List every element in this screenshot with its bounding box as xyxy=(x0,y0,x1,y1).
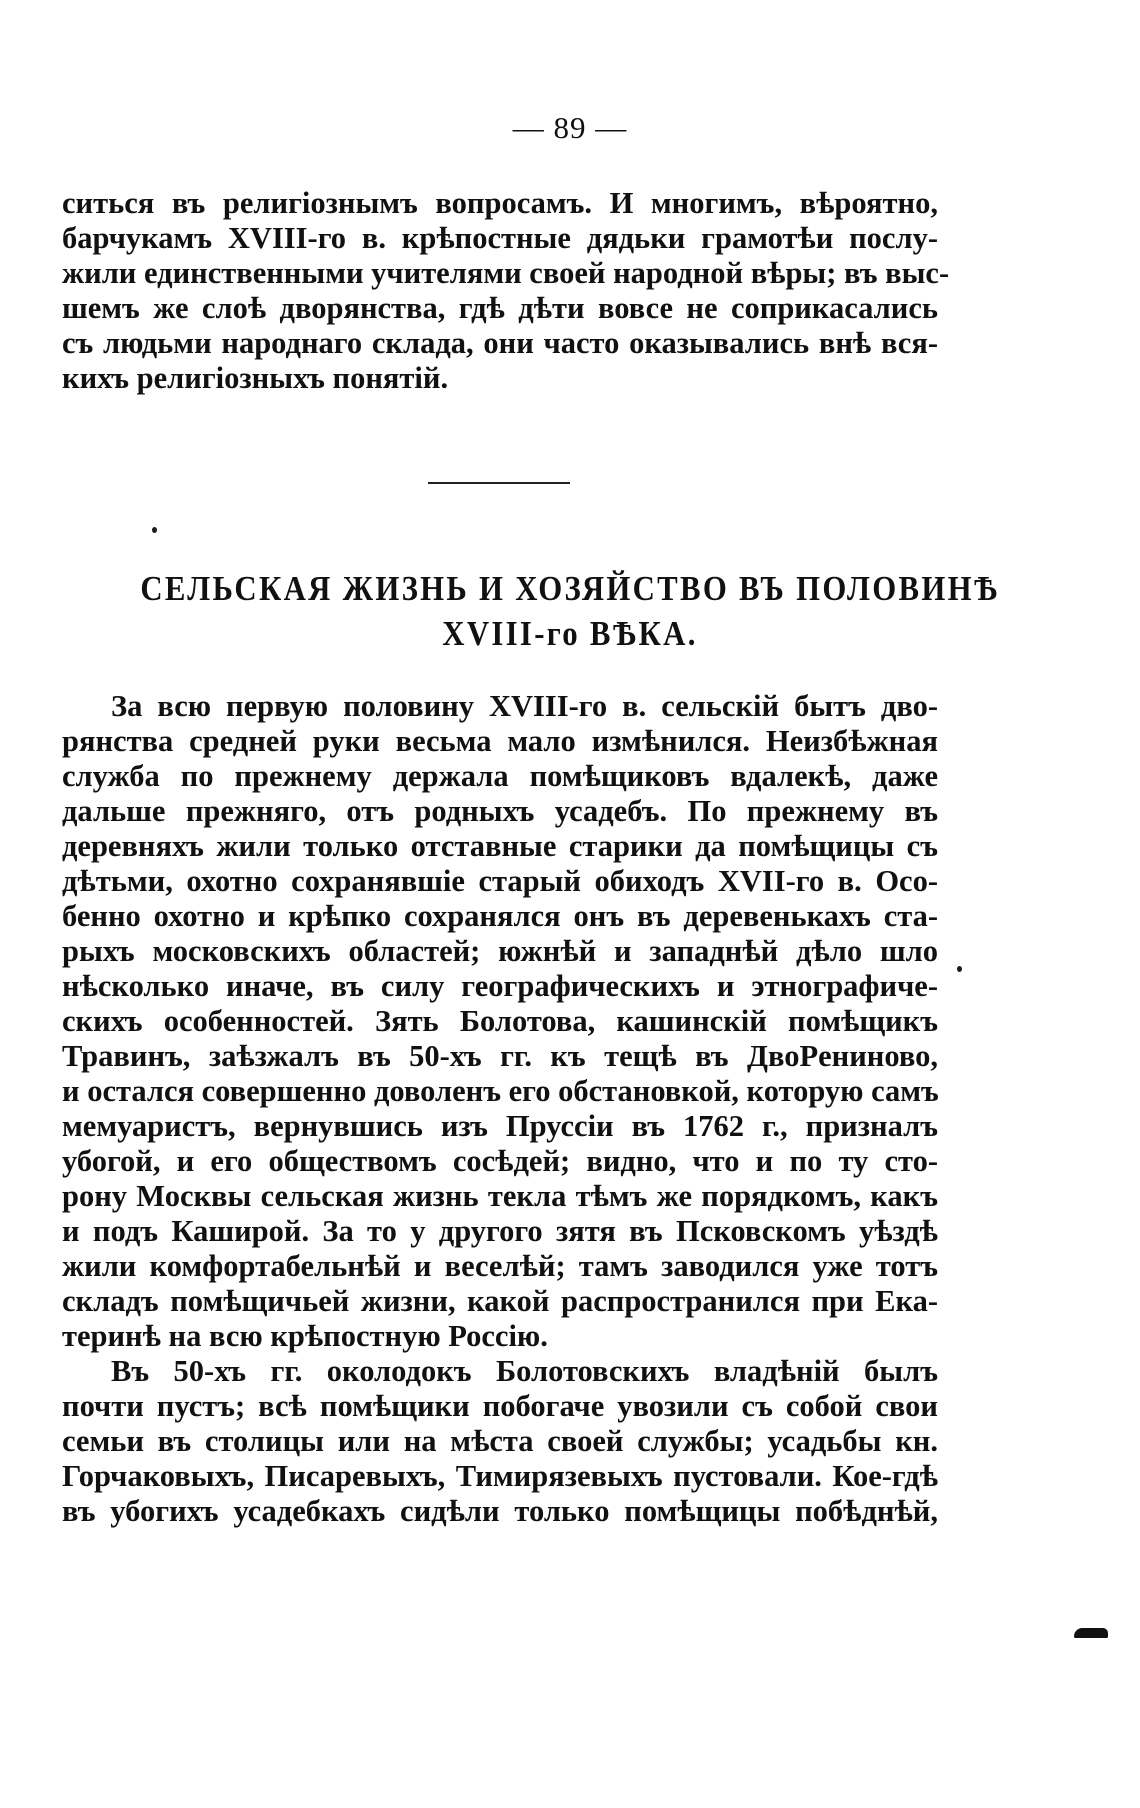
text-line: складъ помѣщичьей жизни, какой распространился при Ека- xyxy=(62,1284,938,1318)
text-line: дѣтьми, охотно сохранявшіе старый обиходъ XVII-го в. Осо- xyxy=(62,864,938,898)
text-line: рянства средней руки весьма мало измѣнился. Неизбѣжная xyxy=(62,724,938,758)
text-line: скихъ особенностей. Зять Болотова, кашинскій помѣщикъ xyxy=(62,1004,938,1038)
text-line: въ убогихъ усадебкахъ сидѣли только помѣщицы побѣднѣй, xyxy=(62,1494,938,1528)
text-line: семьи въ столицы или на мѣста своей службы; усадьбы кн. xyxy=(62,1424,938,1458)
text-line: теринѣ на всю крѣпостную Россію. xyxy=(62,1319,548,1353)
page-number: — 89 — xyxy=(512,110,628,145)
text-line: почти пустъ; всѣ помѣщики побогаче увозили съ собой свои xyxy=(62,1389,938,1423)
text-line: мемуаристъ, вернувшись изъ Пруссіи въ 1762 г., призналъ xyxy=(62,1109,938,1143)
text-line: жили единственными учителями своей народной вѣры; въ выс- xyxy=(62,256,950,290)
ink-blot xyxy=(1074,1628,1108,1638)
text-line: Горчаковыхъ, Писаревыхъ, Тимирязевыхъ пустовали. Кое-гдѣ xyxy=(62,1459,938,1493)
text-line: деревняхъ жили только отставные старики да помѣщицы съ xyxy=(62,829,938,863)
ink-speck xyxy=(957,966,962,972)
text-line: кихъ религіозныхъ понятій. xyxy=(62,361,449,395)
text-line: бенно охотно и крѣпко сохранялся онъ въ деревенькахъ ста- xyxy=(62,899,938,933)
text-line: нѣсколько иначе, въ силу географическихъ и этнографиче- xyxy=(62,969,938,1003)
text-line: шемъ же слоѣ дворянства, гдѣ дѣти вовсе не соприкасались xyxy=(62,291,938,325)
text-line: жили комфортабельнѣй и веселѣй; тамъ заводился уже тотъ xyxy=(62,1249,938,1283)
text-line: рону Москвы сельская жизнь текла тѣмъ же порядкомъ, какъ xyxy=(62,1179,938,1213)
text-line: Травинъ, заѣзжалъ въ 50-хъ гг. къ тещѣ въ ДвоPениново, xyxy=(62,1039,938,1073)
section-divider xyxy=(428,482,570,484)
text-line: За всю первую половину XVIII-го в. сельскій бытъ дво- xyxy=(111,689,938,723)
text-line: убогой, и его обществомъ сосѣдей; видно, что и по ту сто- xyxy=(62,1144,938,1178)
section-heading xyxy=(68,566,1071,656)
text-line: дальше прежняго, отъ родныхъ усадебъ. По прежнему въ xyxy=(62,794,938,828)
text-line: Въ 50-хъ гг. околодокъ Болотовскихъ владѣній былъ xyxy=(111,1354,938,1388)
text-line: съ людьми народнаго склада, они часто оказывались внѣ вся- xyxy=(62,326,938,360)
text-line: ситься въ религіознымъ вопросамъ. И многимъ, вѣроятно, xyxy=(62,186,938,220)
section-body xyxy=(62,689,938,1529)
text-line: служба по прежнему держала помѣщиковъ вдалекѣ, даже xyxy=(62,759,938,793)
text-line: барчукамъ XVIII-го в. крѣпостные дядьки грамотѣи послу- xyxy=(62,221,938,255)
heading-line: XVIII-го ВѢКА. xyxy=(442,614,698,653)
heading-line: СЕЛЬСКАЯ ЖИЗНЬ И ХОЗЯЙСТВО ВЪ ПОЛОВИНѢ xyxy=(140,569,1000,608)
text-line: и подъ Каширой. За то у другого зятя въ Псковскомъ уѣздѣ xyxy=(62,1214,938,1248)
ink-speck xyxy=(152,527,157,533)
continued-paragraph xyxy=(62,186,950,396)
text-line: и остался совершенно доволенъ его обстановкой, которую самъ xyxy=(62,1074,939,1108)
text-line: рыхъ московскихъ областей; южнѣй и западнѣй дѣло шло xyxy=(62,934,938,968)
